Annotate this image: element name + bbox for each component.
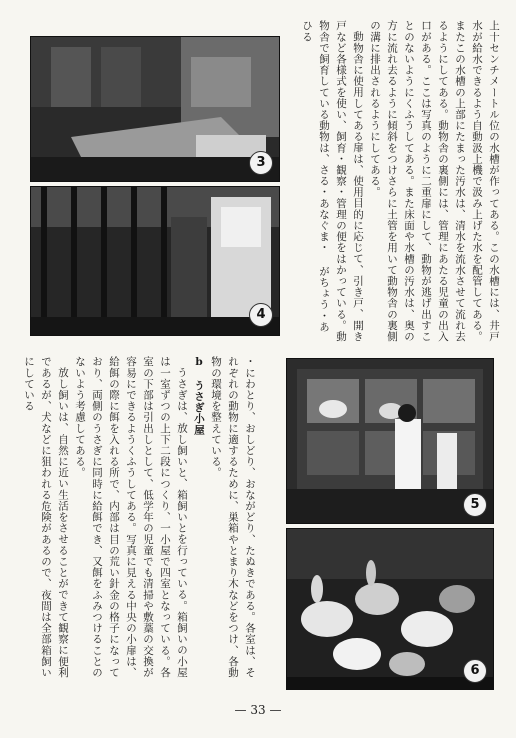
photo-6-number-badge: 6 <box>463 659 487 683</box>
photo-3-image <box>31 37 279 181</box>
photo-6-image <box>287 529 493 689</box>
photo-4 <box>30 186 280 336</box>
photo-3-number-badge: 3 <box>249 151 273 175</box>
upper-paragraph-2: 動物舎に使用してある扉は、使用目的に応じて、引き戸、開き戸など各様式を使い、飼育・観察・管理の便をはかっている。動物舎で飼育している動物は、さる・あなぐま・ がちょう・あひる <box>301 20 364 342</box>
photo-6 <box>286 528 494 690</box>
lower-paragraph-3: 放し飼いは、自然に近い生活をさせることができて観察に便利であるが、犬などに狙われる危険があるので、夜間は全部箱飼いにしている <box>23 356 69 678</box>
photo-4-number-badge: 4 <box>249 303 273 327</box>
section-heading-usagi: b うさぎ小屋 <box>193 356 205 436</box>
photo-4-image <box>31 187 279 335</box>
lower-paragraph-2: うさぎは、放し飼いと、箱飼いとを行っている。箱飼いの小屋は一室ずつの上下二段につくり、一小屋で四室となっている。各室の下部は引出しとして、低学年の児童でも清掃や敷藁の交換が容易にできるようくふうしてある。写真に見える中央の小扉は、給餌の際に餌を入れる所で、内部は目の荒い針金の格子になっており、両側のうさぎに同時に給餌でき、又餌をふみつけることのないよう考慮してある。 <box>74 356 188 678</box>
lower-text-column <box>23 356 258 682</box>
photo-5-number-badge: 5 <box>463 493 487 517</box>
photo-5 <box>286 358 494 524</box>
page-number: — 33 — <box>234 703 282 717</box>
upper-paragraph-1: 上十センチメートル位の水槽が作ってある。この水槽には、井戸水が給水できるよう自動汲上機で汲み上げた水を配管してある。またこの水槽の上部にたまった汚水は、清水を流水させて流れ去るようにしてある。動物舎の裏側には、管理にあたる児童の出入口がある。ここは写真のように二重扉にして、動物が逃げ出すことのないようにくふうしてある。また床面や水槽の汚水は、奥の方に流れ去るように傾斜をつけさらに土管を用いて動物舎の裏側の溝に排出されるようにしてある。 <box>369 20 500 342</box>
lower-paragraph-1: ・にわとり、おしどり、おながどり、たぬきである。各室は、それぞれの動物に適するために、巣箱やとまり木などをつけ、各動物の環境を整えている。 <box>210 356 256 678</box>
photo-5-image <box>287 359 493 523</box>
upper-text-column <box>266 20 502 342</box>
photo-3 <box>30 36 280 182</box>
